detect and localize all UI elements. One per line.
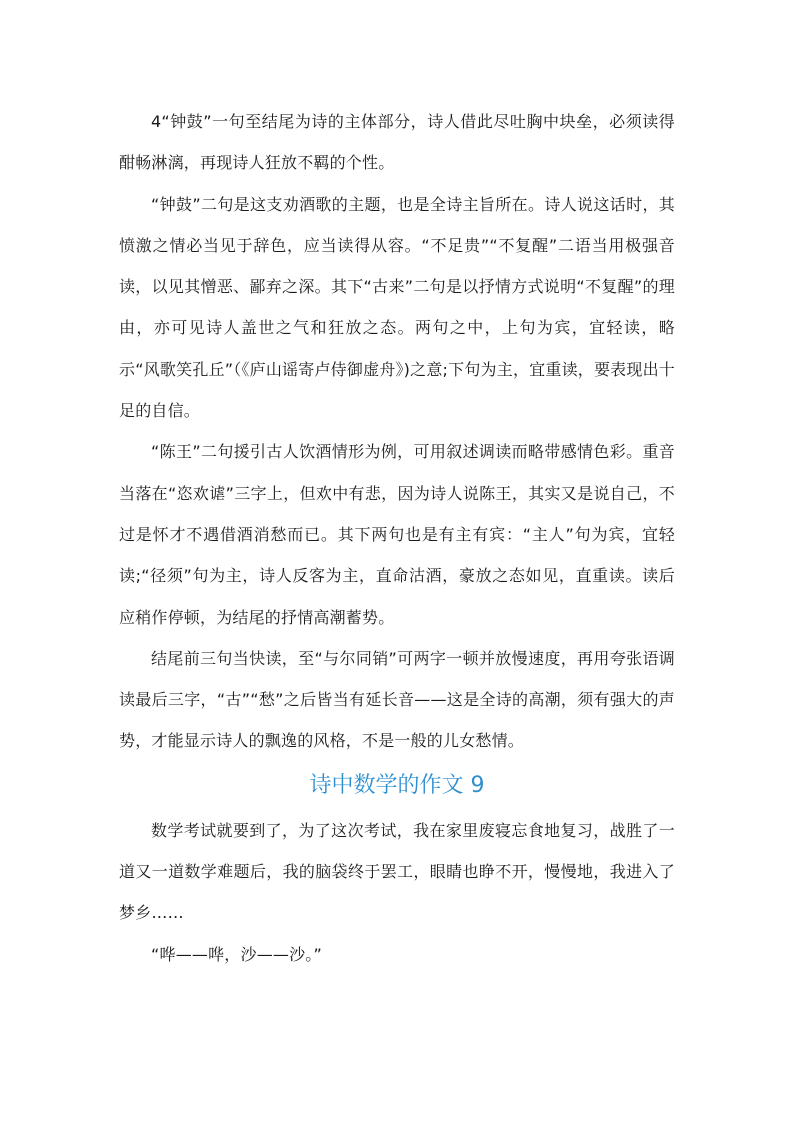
paragraph-math-exam: 数学考试就要到了，为了这次考试，我在家里废寝忘食地复习，战胜了一道又一道数学难题后，我的脑袋终于罢工，眼睛也睁不开，慢慢地，我进入了梦乡……	[119, 820, 675, 923]
section-heading: 诗中数学的作文 9	[309, 772, 485, 798]
document-body	[119, 101, 675, 975]
paragraph-zhonggu-main: 4“钟鼓”一句至结尾为诗的主体部分，诗人借此尽吐胸中块垒，必须读得酣畅淋漓，再现诗人狂放不羁的个性。	[119, 112, 675, 173]
paragraph-chenwang: “陈王”二句援引古人饮酒情形为例，可用叙述调读而略带感情色彩。重音当落在“恣欢谑”三字上，但欢中有悲，因为诗人说陈王，其实又是说自己，不过是怀才不遇借酒消愁而已。其下两句也是有主有宾：“主人”句为宾，宜轻读;“径须”句为主，诗人反客为主，直命沽酒，豪放之态如见，直重读。读后应稍作停顿，为结尾的抒情高潮蓄势。	[119, 442, 675, 627]
paragraph-sound: “哗——哗，沙——沙。”	[151, 944, 322, 964]
paragraph-ending: 结尾前三句当快读，至“与尔同销”可两字一顿并放慢速度，再用夸张语调读最后三字，“古”“愁”之后皆当有延长音——这是全诗的高潮，须有强大的声势，才能显示诗人的飘逸的风格，不是一般的儿女愁情。	[119, 648, 675, 751]
paragraph-zhonggu-two-lines: “钟鼓”二句是这支劝酒歌的主题，也是全诗主旨所在。诗人说这话时，其愤激之情必当见于辞色，应当读得从容。“不足贵”“不复醒”二语当用极强音读，以见其憎恶、鄙弃之深。其下“古来”二句是以抒情方式说明“不复醒”的理由，亦可见诗人盖世之气和狂放之态。两句之中，上句为宾，宜轻读，略示“风歌笑孔丘”（《庐山谣寄卢侍御虚舟》)之意;下句为主，宜重读，要表现出十足的自信。	[119, 194, 675, 421]
